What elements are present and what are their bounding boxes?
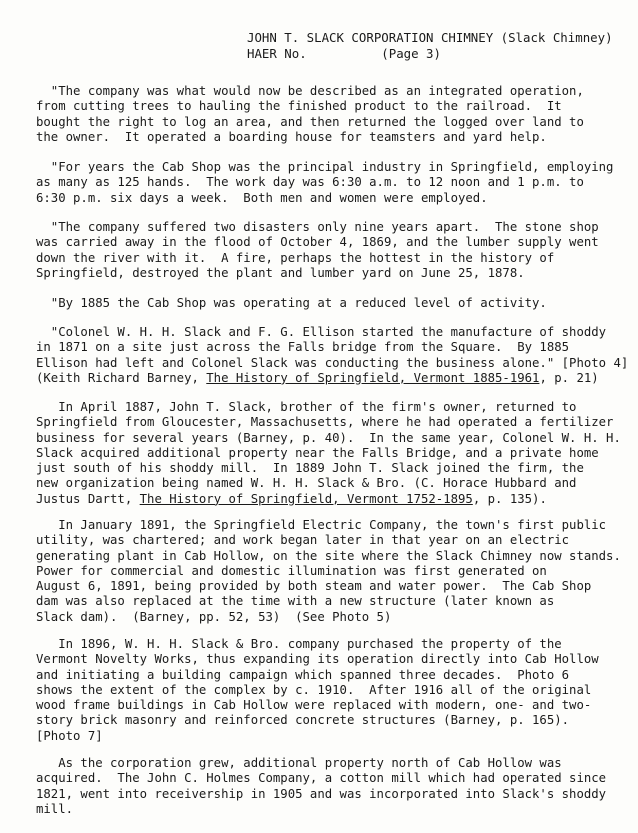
text-line: [Photo 7] xyxy=(36,728,103,743)
text-line: Power for commercial and domestic illumination was first generated on xyxy=(36,563,547,578)
text-line: "For years the Cab Shop was the principal industry in Springfield, employing xyxy=(36,160,614,174)
text-line: new organization being named W. H. H. Slack & Bro. (C. Horace Hubbard and xyxy=(36,476,577,491)
text-line: in 1871 on a site just across the Falls bridge from the Square. By 1885 xyxy=(36,340,570,355)
text-line: Springfield from Gloucester, Massachusetts, where he had operated a fertilizer xyxy=(36,415,614,430)
citation-prefix: Justus Dartt, xyxy=(36,491,140,506)
text-line: "By 1885 the Cab Shop was operating at a reduced level of activity. xyxy=(36,296,547,310)
text-line: story brick masonry and reinforced concrete structures (Barney, p. 165). xyxy=(36,713,570,728)
text-line: August 6, 1891, being provided by both steam and water power. The Cab Shop xyxy=(36,579,592,594)
paragraph-7 xyxy=(36,518,626,625)
text-line: As the corporation grew, additional property north of Cab Hollow was xyxy=(36,756,562,770)
haer-line xyxy=(247,46,441,61)
text-line: bought the right to log an area, and then returned the logged over land to xyxy=(36,114,584,129)
text-line: from cutting trees to hauling the finished product to the railroad. It xyxy=(36,99,562,114)
text-line: acquired. The John C. Holmes Company, a cotton mill which had operated since xyxy=(36,771,607,786)
text-line: was carried away in the flood of October 4, 1869, and the lumber supply went xyxy=(36,235,599,250)
text-line: In January 1891, the Springfield Electric Company, the town's first public xyxy=(36,518,607,532)
paragraph-8 xyxy=(36,637,626,744)
text-line: 1821, went into receivership in 1905 and was incorporated into Slack's shoddy xyxy=(36,786,607,801)
citation-line xyxy=(36,371,626,386)
text-line: mill. xyxy=(36,801,74,816)
page-number: (Page 3) xyxy=(381,46,441,61)
paragraph-3 xyxy=(36,220,626,281)
text-line: In April 1887, John T. Slack, brother of the firm's owner, returned to xyxy=(36,400,577,414)
text-line: dam was also replaced at the time with a new structure (later known as xyxy=(36,594,555,609)
paragraph-2 xyxy=(36,160,626,206)
document-title: JOHN T. SLACK CORPORATION CHIMNEY (Slack Chimney) xyxy=(247,30,613,45)
text-line: as many as 125 hands. The work day was 6:30 a.m. to 12 noon and 1 p.m. to xyxy=(36,175,584,190)
book-title: The History of Springfield, Vermont 1885-1961 xyxy=(206,370,540,385)
citation-line xyxy=(36,492,626,507)
text-line: In 1896, W. H. H. Slack & Bro. company purchased the property of the xyxy=(36,637,562,651)
text-line: 6:30 p.m. six days a week. Both men and women were employed. xyxy=(36,190,488,205)
text-line: utility, was chartered; and work began later in that year on an electric xyxy=(36,533,570,548)
citation-suffix: , p. 21) xyxy=(539,370,599,385)
paragraph-6 xyxy=(36,400,626,507)
text-line: Slack acquired additional property near the Falls Bridge, and a private home xyxy=(36,445,599,460)
text-line: "The company was what would now be described as an integrated operation, xyxy=(36,84,584,98)
text-line: Ellison had left and Colonel Slack was conducting the business alone." [Photo 4] xyxy=(36,355,629,370)
text-line: the owner. It operated a boarding house for teamsters and yard help. xyxy=(36,129,547,144)
text-line: down the river with it. A fire, perhaps the hottest in the history of xyxy=(36,250,555,265)
paragraph-9 xyxy=(36,756,626,817)
text-line: generating plant in Cab Hollow, on the site where the Slack Chimney now stands. xyxy=(36,548,621,563)
paragraph-4 xyxy=(36,296,626,311)
paragraph-5 xyxy=(36,325,629,386)
haer-number: HAER No. xyxy=(247,46,307,61)
citation-suffix: , p. 135). xyxy=(472,491,547,506)
citation-prefix: (Keith Richard Barney, xyxy=(36,370,207,385)
text-line: wood frame buildings in Cab Hollow were replaced with modern, one- and two- xyxy=(36,698,592,713)
text-line: Springfield, destroyed the plant and lumber yard on June 25, 1878. xyxy=(36,265,525,280)
text-line: Slack dam). (Barney, pp. 52, 53) (See Photo 5) xyxy=(36,609,392,624)
text-line: "The company suffered two disasters only nine years apart. The stone shop xyxy=(36,220,599,234)
text-line: shows the extent of the complex by c. 1910. After 1916 all of the original xyxy=(36,682,592,697)
text-line: and initiating a building campaign which spanned three decades. Photo 6 xyxy=(36,667,570,682)
text-line: business for several years (Barney, p. 40). In the same year, Colonel W. H. H. xyxy=(36,430,621,445)
text-line: Vermont Novelty Works, thus expanding its operation directly into Cab Hollow xyxy=(36,652,599,667)
text-line: "Colonel W. H. H. Slack and F. G. Ellison started the manufacture of shoddy xyxy=(36,325,607,339)
text-line: just south of his shoddy mill. In 1889 John T. Slack joined the firm, the xyxy=(36,461,584,476)
book-title: The History of Springfield, Vermont 1752-1895 xyxy=(139,491,473,506)
paragraph-1 xyxy=(36,84,626,145)
